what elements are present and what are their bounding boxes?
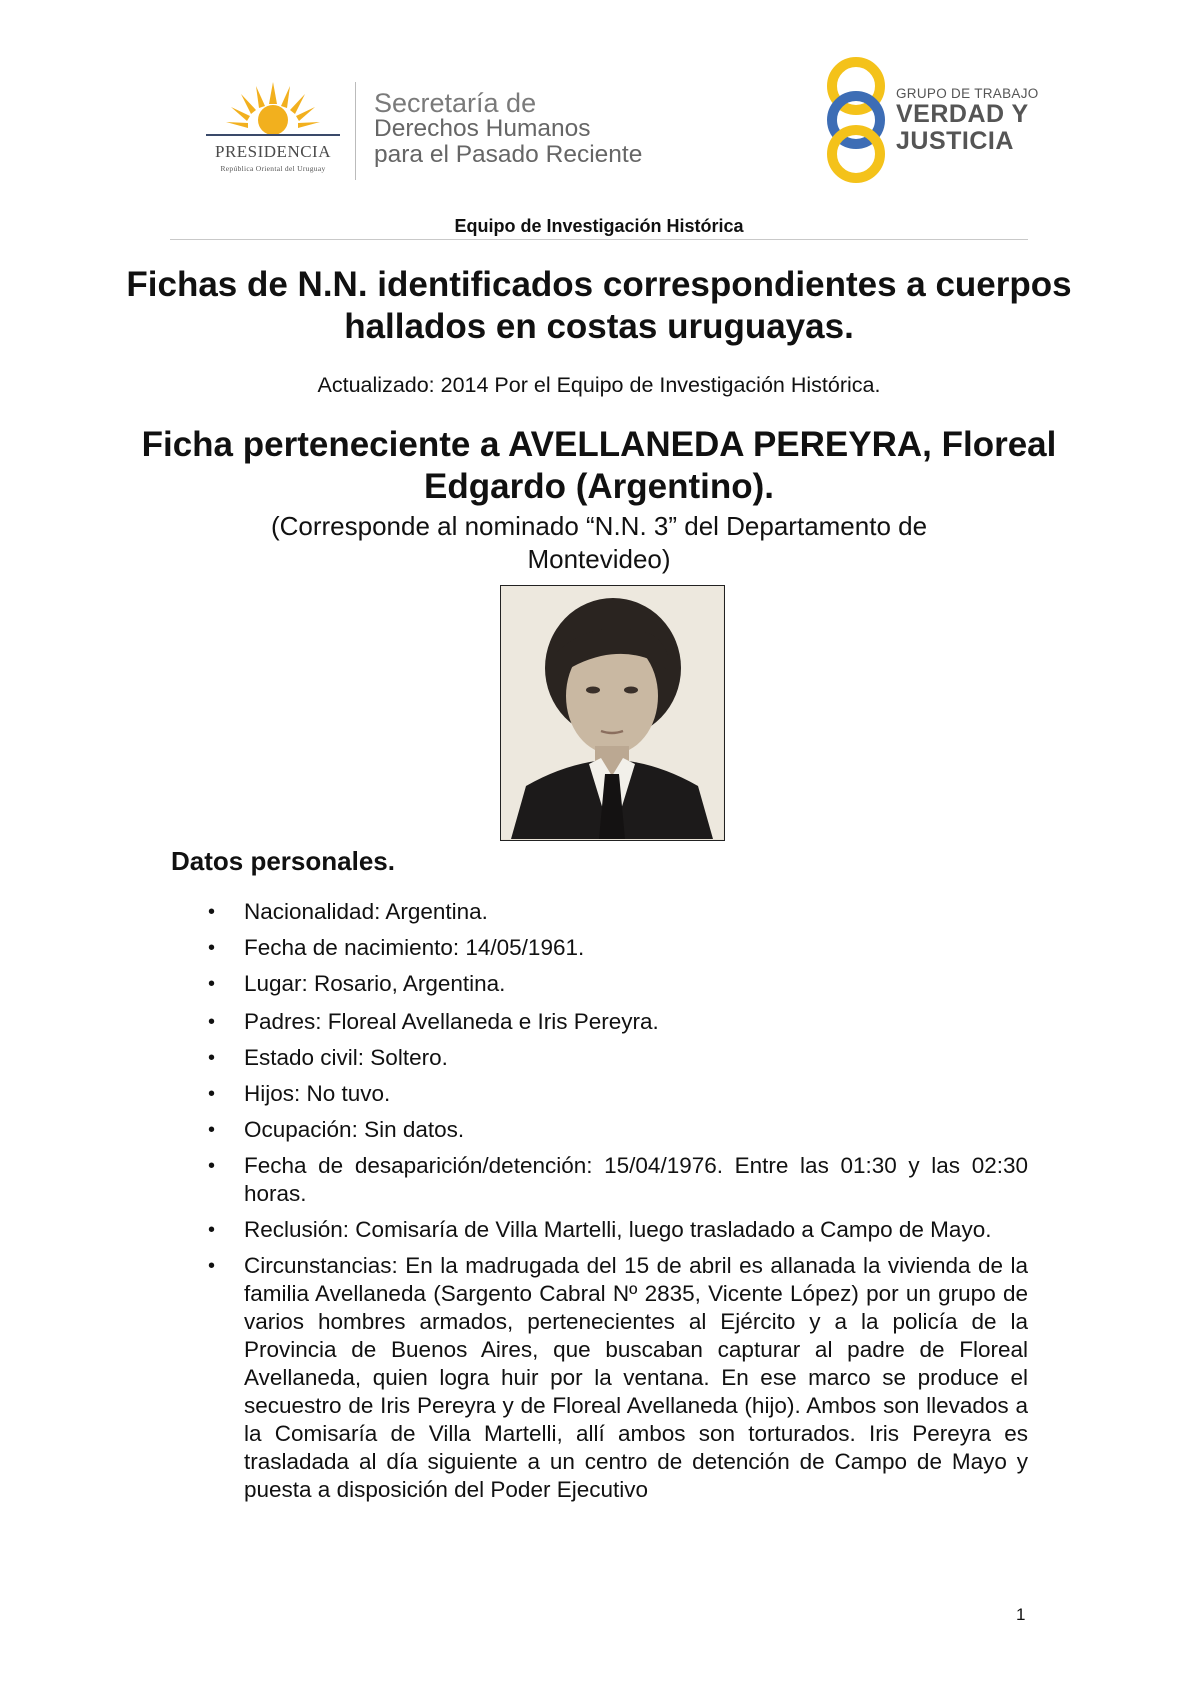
document-title: Fichas de N.N. identificados correspondientes a cuerpos hallados en costas uruguayas. [126,265,1072,346]
header-rule [170,239,1028,240]
team-header: Equipo de Investigación Histórica [454,216,744,236]
logo-divider [355,82,356,180]
presidencia-logo [198,80,348,180]
list-item: • Nacionalidad: Argentina. [171,898,1028,926]
section-heading: Datos personales. [171,846,395,876]
list-item: • Hijos: No tuvo. [171,1080,1028,1108]
interlocking-rings-icon [820,56,892,184]
page-number: 1 [1016,1605,1026,1624]
list-item: • Fecha de desaparición/detención: 15/04/1976. Entre las 01:30 y las 02:30 horas. [171,1152,1028,1208]
secretaria-line3: para el Pasado Reciente [374,141,643,168]
presidencia-name: PRESIDENCIA [214,142,331,161]
updated-line: Actualizado: 2014 Por el Equipo de Investigación Histórica. [317,373,881,397]
gt-line1: GRUPO DE TRABAJO [896,86,1039,101]
gt-line3: JUSTICIA [896,127,1014,155]
gt-line2: VERDAD Y [896,100,1029,128]
secretaria-line2: Derechos Humanos [374,115,591,142]
secretaria-line1: Secretaría de [374,88,537,118]
portrait-illustration [501,586,723,839]
verdad-justicia-text [896,86,1039,155]
personal-data-list [171,898,1028,1504]
list-item: • Estado civil: Soltero. [171,1044,1028,1072]
list-item: • Fecha de nacimiento: 14/05/1961. [171,934,1028,962]
presidencia-subtitle: República Oriental del Uruguay [220,164,326,173]
list-item: • Circunstancias: En la madrugada del 15 de abril es allanada la vivienda de la familia Avellaneda (Sargento Cabral Nº 2835, Vicente López) por un grupo de varios hombres armados, pertenecientes al Ejército y a la policía de la Provincia de Buenos Aires, que buscaban capturar al padre de Floreal Avellaneda, quien logra huir por la ventana. En ese marco se produce el secuestro de Iris Pereyra y de Floreal Avellaneda (hijo). Ambos son llevados a la Comisaría de Villa Martelli, allí ambos son torturados. Iris Pereyra es trasladada al día siguiente a un centro de detención de Campo de Mayo y puesta a disposición del Poder Ejecutivo [171,1252,1028,1504]
list-item: • Ocupación: Sin datos. [171,1116,1028,1144]
verdad-justicia-logo [820,56,1040,184]
corresponde-note: (Corresponde al nominado “N.N. 3” del Departamento de Montevideo) [270,511,928,574]
list-item: • Lugar: Rosario, Argentina. [171,970,1028,998]
list-item: • Reclusión: Comisaría de Villa Martelli, luego trasladado a Campo de Mayo. [171,1216,1028,1244]
secretaria-logo-text [374,90,642,168]
sun-emblem-icon [198,80,348,142]
list-item: • Padres: Floreal Avellaneda e Iris Pereyra. [171,1008,1028,1036]
portrait-photo [500,585,725,841]
ficha-title: Ficha perteneciente a AVELLANEDA PEREYRA, Floreal Edgardo (Argentino). [141,425,1057,506]
